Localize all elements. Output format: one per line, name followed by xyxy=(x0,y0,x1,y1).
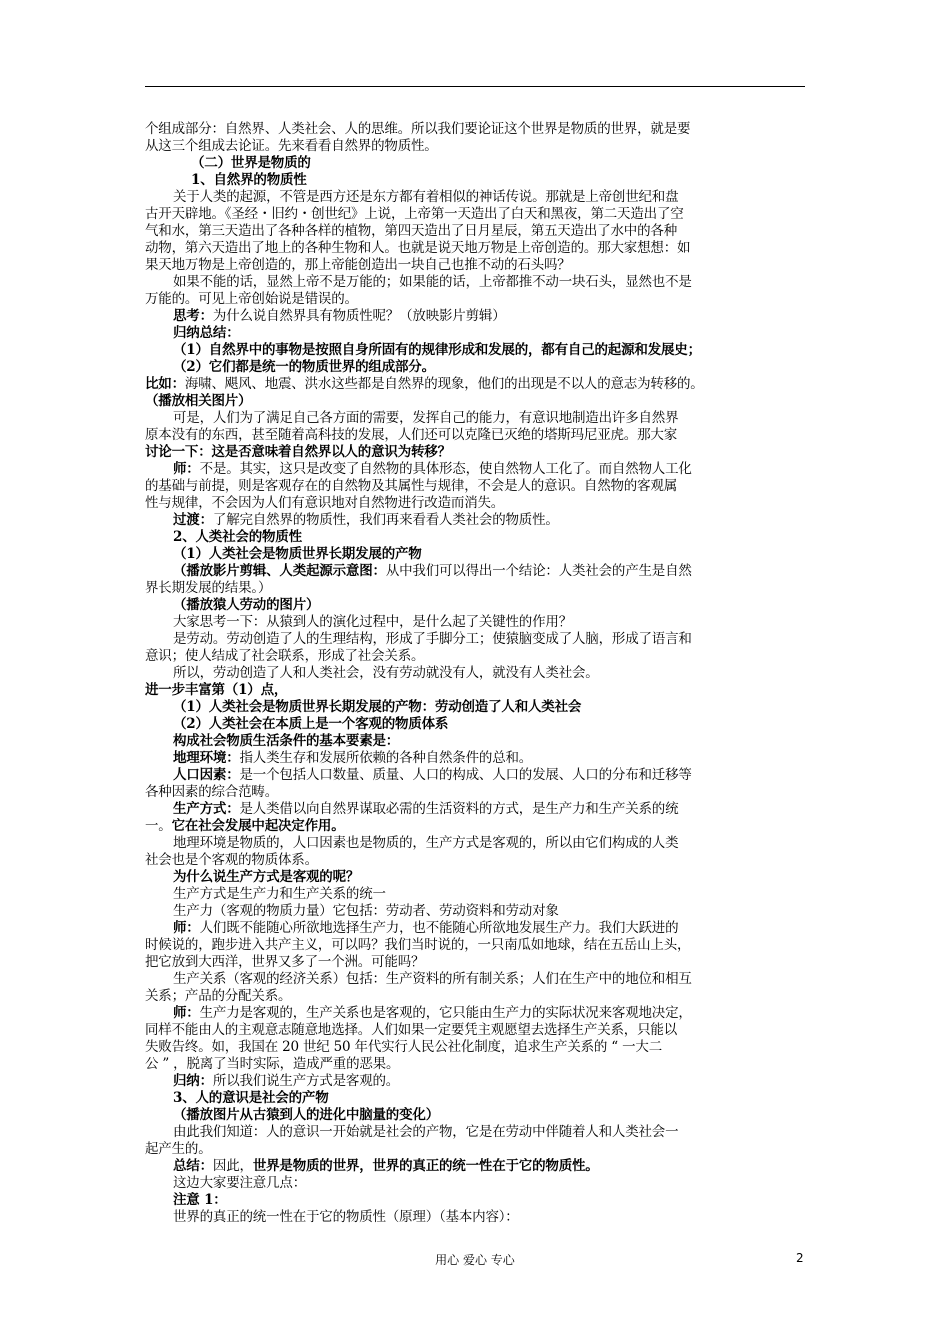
text-line: 公 ” ，脱离了当时实际，造成严重的恶果。 xyxy=(145,1056,400,1072)
text-span: 所以我们说生产方式是客观的。 xyxy=(212,1073,400,1089)
text-span: 生产力是客观的，生产关系也是客观的，它只能由生产力的实际状况来客观地决定， xyxy=(199,1005,692,1021)
text-span: 为什么说自然界具有物质性呢？（放映影片剪辑） xyxy=(212,308,506,324)
text-line: （1）自然界中的事物是按照自身所固有的规律形成和发展的，都有自己的起源和发展史； xyxy=(173,342,701,358)
text-span: 不是。其实，这只是改变了自然物的具体形态，使自然物人工化了。而自然物人工化 xyxy=(199,461,692,477)
text-span: 是一个包括人口数量、质量、人口的构成、人口的发展、人口的分布和迁移等 xyxy=(239,767,692,783)
key-conclusion: 世界是物质的世界，世界的真正的统一性在于它的物质性。 xyxy=(252,1158,599,1174)
text-line xyxy=(145,512,805,529)
text-line: 同样不能由人的主观意志随意地选择。人们如果一定要凭主观愿望去选择生产关系，只能以 xyxy=(145,1022,677,1038)
page-number: 2 xyxy=(796,1251,804,1265)
text-line: 气和水，第三天造出了各种各样的植物，第四天造出了日月星辰，第五天造出了水中的各种 xyxy=(145,223,677,239)
label-transition: 过渡： xyxy=(173,512,213,528)
label-geo: 地理环境： xyxy=(173,750,240,766)
header-rule xyxy=(145,86,805,87)
text-line: 世界的真正的统一性在于它的物质性（原理）（基本内容）： xyxy=(173,1209,519,1225)
text-line: 生产关系（客观的经济关系）包括：生产资料的所有制关系；人们在生产中的地位和相互 xyxy=(173,971,692,987)
subsection-heading: 3、人的意识是社会的产物 xyxy=(173,1090,329,1106)
label-teacher: 师： xyxy=(173,461,200,477)
text-line: （播放猿人劳动的图片） xyxy=(173,597,320,613)
text-line: 生产力（客观的物质力量）它包括：劳动者、劳动资料和劳动对象 xyxy=(173,903,559,919)
text-line xyxy=(145,563,805,580)
label-think: 思考： xyxy=(173,308,213,324)
text-line: 起产生的。 xyxy=(145,1141,212,1157)
decisive-note: 它在社会发展中起决定作用。 xyxy=(171,818,345,834)
label-example: 比如： xyxy=(145,376,185,392)
label-teacher: 师： xyxy=(173,920,200,936)
text-line xyxy=(145,920,805,937)
text-line xyxy=(145,818,805,835)
label-teacher: 师： xyxy=(173,1005,200,1021)
text-line: （1）人类社会是物质世界长期发展的产物 xyxy=(173,546,422,562)
text-line: 原本没有的东西，甚至随着高科技的发展，人们还可以克隆已灭绝的塔斯玛尼亚虎。那大家 xyxy=(145,427,677,443)
text-span: 海啸、飓风、地震、洪水这些都是自然界的现象，他们的出现是不以人的意志为转移的。 xyxy=(184,376,704,392)
text-line: 从这三个组成去论证。先来看看自然界的物质性。 xyxy=(145,138,438,154)
text-line: 关系；产品的分配关系。 xyxy=(145,988,292,1004)
text-line: 失败告终。如，我国在 20 世纪 50 年代实行人民公社化制度，追求生产关系的 “ 一大二 xyxy=(145,1039,663,1055)
text-span: 因此， xyxy=(212,1158,253,1174)
text-span: 了解完自然界的物质性，我们再来看看人类社会的物质性。 xyxy=(212,512,559,528)
text-line xyxy=(145,1158,805,1175)
text-line: 进一步丰富第（1）点， xyxy=(145,682,288,698)
text-line xyxy=(145,461,805,478)
text-span: 一。 xyxy=(145,818,172,834)
text-line xyxy=(145,767,805,784)
label-pop: 人口因素： xyxy=(173,767,240,783)
text-line: 可是，人们为了满足自己各方面的需要，发挥自己的能力，有意识地制造出许多自然界 xyxy=(173,410,679,426)
label-prod: 生产方式： xyxy=(173,801,240,817)
text-span: 从中我们可以得出一个结论：人类社会的产生是自然 xyxy=(385,563,692,579)
text-line xyxy=(145,444,805,461)
label-play-video: （播放影片剪辑、人类起源示意图： xyxy=(173,563,386,579)
text-line: 由此我们知道：人的意识一开始就是社会的产物，它是在劳动中伴随着人和人类社会一 xyxy=(173,1124,679,1140)
text-line: 各种因素的综合范畴。 xyxy=(145,784,278,800)
text-line: 界长期发展的结果。） xyxy=(145,580,272,596)
text-line: 如果不能的话，显然上帝不是万能的；如果能的话，上帝都推不动一块石头，显然也不是 xyxy=(173,274,692,290)
text-line: （播放图片从古猿到人的进化中脑量的变化） xyxy=(173,1107,439,1123)
text-line xyxy=(145,308,805,325)
text-line: 生产方式是生产力和生产关系的统一 xyxy=(173,886,386,902)
text-line: 性与规律，不会因为人们有意识地对自然物进行改造而消失。 xyxy=(145,495,505,511)
text-span: 是人类借以向自然界谋取必需的生活资料的方式，是生产力和生产关系的统 xyxy=(239,801,679,817)
subsection-heading: 2、人类社会的物质性 xyxy=(173,529,302,545)
text-line: 所以，劳动创造了人和人类社会，没有劳动就没有人，就没有人类社会。 xyxy=(173,665,599,681)
text-line: 归纳总结： xyxy=(173,325,240,341)
text-line: 果天地万物是上帝创造的，那上帝能创造出一块自己也推不动的石头吗？ xyxy=(145,257,571,273)
text-span: 指人类生存和发展所依赖的各种自然条件的总和。 xyxy=(239,750,533,766)
text-span: 这是否意味着自然界以人的意识为转移？ xyxy=(211,444,451,460)
text-line: 这边大家要注意几点： xyxy=(173,1175,306,1191)
label-conclude: 归纳： xyxy=(173,1073,213,1089)
text-line: 社会也是个客观的物质体系。 xyxy=(145,852,318,868)
text-line: 是劳动。劳动创造了人的生理结构，形成了手脚分工；使猿脑变成了人脑，形成了语言和 xyxy=(173,631,692,647)
text-line: 动物，第六天造出了地上的各种生物和人。也就是说天地万物是上帝创造的。那大家想想：如 xyxy=(145,240,691,256)
text-line xyxy=(145,1005,805,1022)
text-line xyxy=(145,376,805,393)
label-summary: 总结： xyxy=(173,1158,213,1174)
text-line: 为什么说生产方式是客观的呢？ xyxy=(173,869,360,885)
text-line xyxy=(145,750,805,767)
text-line: 注意 1： xyxy=(173,1192,227,1208)
text-line: 大家思考一下：从猿到人的演化过程中，是什么起了关键性的作用？ xyxy=(173,614,572,630)
text-line: 时候说的，跑步进入共产主义，可以吗？我们当时说的，一只南瓜如地球，结在五岳山上头， xyxy=(145,937,691,953)
label-discuss: 讨论一下： xyxy=(145,444,212,460)
text-line: （2）人类社会在本质上是一个客观的物质体系 xyxy=(173,716,449,732)
text-line: 把它放到大西洋，世界又多了一个洲。可能吗？ xyxy=(145,954,425,970)
text-line: 关于人类的起源，不管是西方还是东方都有着相似的神话传说。那就是上帝创世纪和盘 xyxy=(173,189,679,205)
text-line: 地理环境是物质的，人口因素也是物质的，生产方式是客观的，所以由它们构成的人类 xyxy=(173,835,679,851)
text-line: 古开天辟地。《圣经・旧约・创世纪》上说，上帝第一天造出了白天和黑夜，第二天造出了空 xyxy=(145,206,684,222)
text-line: 万能的。可见上帝创始说是错误的。 xyxy=(145,291,358,307)
text-line xyxy=(145,1073,805,1090)
section-heading: （二）世界是物质的 xyxy=(191,155,311,171)
footer-slogan: 用心 爱心 专心 xyxy=(435,1253,515,1267)
text-line: 个组成部分：自然界、人类社会、人的思维。所以我们要论证这个世界是物质的世界，就是要 xyxy=(145,121,691,137)
text-line: 构成社会物质生活条件的基本要素是： xyxy=(173,733,400,749)
text-line: （2）它们都是统一的物质世界的组成部分。 xyxy=(173,359,435,375)
text-line: （播放相关图片） xyxy=(145,393,252,409)
text-span: 人们既不能随心所欲地选择生产力，也不能随心所欲地发展生产力。我们大跃进的 xyxy=(199,920,679,936)
document-body xyxy=(145,121,805,1226)
text-line xyxy=(145,801,805,818)
text-line: 意识；使人结成了社会联系，形成了社会关系。 xyxy=(145,648,425,664)
subsection-heading: 1、自然界的物质性 xyxy=(191,172,307,188)
text-line: 的基础与前提，则是客观存在的自然物及其属性与规律，不会是人的意识。自然物的客观属 xyxy=(145,478,677,494)
text-line: （1）人类社会是物质世界长期发展的产物：劳动创造了人和人类社会 xyxy=(173,699,582,715)
